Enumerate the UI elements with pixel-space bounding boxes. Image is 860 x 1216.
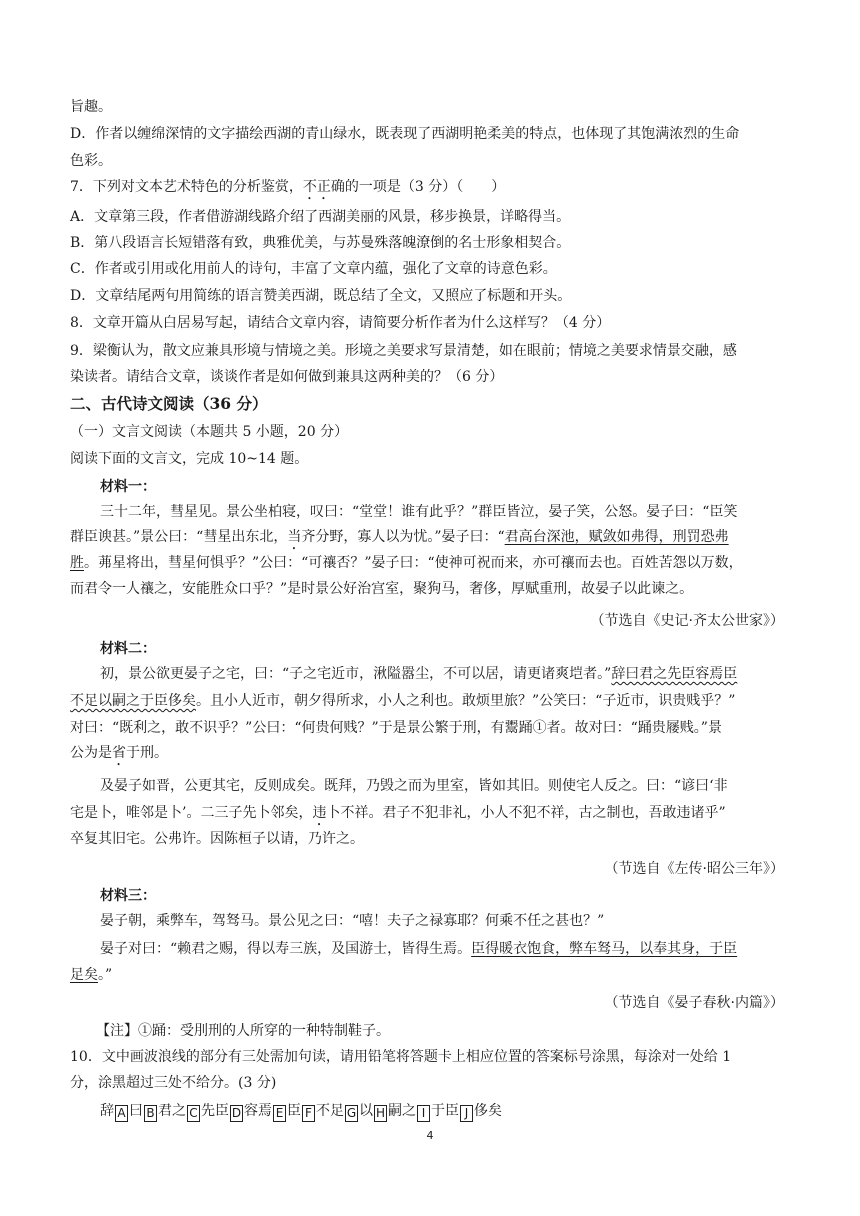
material-3-line-1: 晏子朝，乘弊车，驾驽马。景公见之曰：“嘻！夫子之禄寡耶？何乘不任之甚也？” bbox=[100, 913, 605, 929]
material-2-title: 材料二： bbox=[100, 641, 156, 657]
question-9-line-2: 染读者。请结合文章，谈谈作者是如何做到兼具这两种美的？（6 分） bbox=[70, 369, 504, 385]
reading-instruction: 阅读下面的文言文，完成 10~14 题。 bbox=[70, 451, 309, 467]
answer-option-box[interactable]: H bbox=[375, 1106, 386, 1120]
material-3-line-2: 晏子对曰：“赖君之赐，得以寿三族，及国游士，皆得生焉。臣得暖衣饱食，弊车驽马，以奉其身，于臣 bbox=[100, 941, 738, 957]
material-3-title: 材料三： bbox=[100, 888, 156, 904]
answer-segment-text: 曰 bbox=[129, 1103, 143, 1119]
q7-option-c: C．作者或引用或化用前人的诗句，丰富了文章内蕴，强化了文章的诗意色彩。 bbox=[70, 261, 557, 277]
option-d-tail: 色彩。 bbox=[70, 153, 112, 169]
annotation-note: 【注】①踊：受刖刑的人所穿的一种特制鞋子。 bbox=[96, 1023, 390, 1039]
q7-option-b: B．第八段语言长短错落有致，典雅优美，与苏曼殊落魄潦倒的名士形象相契合。 bbox=[70, 235, 571, 251]
material-2-line-3: 对曰：“既利之，敢不识乎？”公曰：“何贵何贱？”于是景公繁于刑，有鬻踊①者。故对曰：“踊贵屦贱。”景 bbox=[70, 720, 722, 736]
material-2-line-2: 不足以嗣之于臣侈矣。且小人近市，朝夕得所求，小人之利也。敢烦里旅？”公笑曰：“子近市，识贵贱乎？” bbox=[70, 693, 736, 709]
material-2-para-2-line-3: 卒复其旧宅。公弗许。因陈桓子以请，乃许之。 bbox=[70, 831, 364, 847]
subsection-heading: （一）文言文阅读（本题共 5 小题，20 分） bbox=[70, 424, 349, 440]
material-1-line-3: 胜。茀星将出，彗星何惧乎？”公曰：“可禳否？”晏子曰：“使神可祝而来，亦可禳而去也。百姓苦怨以万数， bbox=[70, 555, 743, 571]
option-d: D．作者以缠绵深情的文字描绘西湖的青山绿水，既表现了西湖明艳柔美的特点，也体现了其饱满浓烈的生命 bbox=[70, 126, 740, 142]
material-2-para-2-line-1: 及晏子如晋，公更其宅，反则成矣。既拜，乃毁之而为里室，皆如其旧。则使宅人反之。曰：“谚曰‘非 bbox=[100, 778, 728, 794]
material-3-line-3: 足矣。” bbox=[70, 967, 113, 983]
answer-option-box[interactable]: G bbox=[346, 1106, 357, 1120]
answer-option-box[interactable]: E bbox=[273, 1105, 286, 1122]
answer-option-box[interactable]: C bbox=[187, 1105, 200, 1122]
answer-segment-text: 先臣 bbox=[201, 1103, 229, 1119]
answer-segment-text: 以 bbox=[359, 1103, 373, 1119]
answer-option-box[interactable]: B bbox=[144, 1105, 157, 1122]
answer-option-box[interactable]: D bbox=[231, 1106, 242, 1120]
answer-option-box[interactable]: F bbox=[302, 1105, 315, 1122]
answer-segment-text: 臣 bbox=[287, 1103, 301, 1119]
answer-segment-text: 嗣之 bbox=[388, 1103, 416, 1119]
answer-option-box[interactable]: J bbox=[460, 1105, 473, 1122]
question-7: 7．下列对文本艺术特色的分析鉴赏，不正确的一项是（3 分）（ ） bbox=[70, 179, 506, 195]
page-number: 4 bbox=[426, 1129, 434, 1142]
question-8: 8．文章开篇从白居易写起，请结合文章内容，请简要分析作者为什么这样写？（4 分） bbox=[70, 315, 611, 331]
answer-segment-text: 不足 bbox=[316, 1103, 344, 1119]
answer-segment-text: 于臣 bbox=[431, 1103, 459, 1119]
question-10-line-1: 10．文中画波浪线的部分有三处需加句读，请用铅笔将答题卡上相应位置的答案标号涂黑，每涂对一处给 1 bbox=[70, 1049, 732, 1065]
material-2-line-4: 公为是省于刑。 bbox=[70, 745, 168, 761]
material-3-source: （节选自《晏子春秋·内篇》） bbox=[604, 995, 784, 1011]
material-2-source: （节选自《左传·昭公三年》） bbox=[604, 861, 784, 877]
option-c-tail: 旨趣。 bbox=[70, 99, 112, 115]
material-2-line-1: 初，景公欲更晏子之宅，曰：“子之宅近市，湫隘嚣尘，不可以居，请更诸爽垲者。”辞曰君之先臣容焉臣 bbox=[100, 666, 738, 682]
answer-segment-text: 侈矣 bbox=[474, 1103, 502, 1119]
question-9-line-1: 9．梁衡认为，散文应兼具形境与情境之美。形境之美要求写景清楚，如在眼前；情境之美要求情景交融，感 bbox=[70, 343, 737, 359]
answer-segment-text: 辞 bbox=[100, 1103, 114, 1119]
answer-segment-text: 容焉 bbox=[244, 1103, 272, 1119]
answer-option-row bbox=[100, 1101, 502, 1122]
q7-option-a: A．文章第三段，作者借游湖线路介绍了西湖美丽的风景，移步换景，详略得当。 bbox=[70, 209, 571, 225]
answer-segment-text: 君之 bbox=[158, 1103, 186, 1119]
question-10-line-2: 分，涂黑超过三处不给分。(3 分) bbox=[70, 1075, 277, 1091]
material-1-line-4: 而君令一人禳之，安能胜众口乎？”是时景公好治宫室，聚狗马，奢侈，厚赋重刑，故晏子以此谏之。 bbox=[70, 581, 694, 597]
material-1-line-2: 群臣谀甚。”景公曰：“彗星出东北，当齐分野，寡人以为忧。”晏子曰：“君高台深池，赋敛如弗得，刑罚恐弗 bbox=[70, 529, 729, 545]
material-2-para-2-line-2: 宅是卜，唯邻是卜’。二三子先卜邻矣，违卜不祥。君子不犯非礼，小人不犯不祥，古之制也，吾敢违诸乎” bbox=[70, 805, 726, 821]
material-1-title: 材料一： bbox=[100, 479, 156, 495]
answer-option-box[interactable]: A bbox=[115, 1105, 128, 1122]
material-1-source: （节选自《史记·齐太公世家》） bbox=[590, 613, 784, 629]
material-1-line-1: 三十二年，彗星见。景公坐柏寝，叹曰：“堂堂！谁有此乎？”群臣皆泣，晏子笑，公怒。晏子曰：“臣笑 bbox=[100, 504, 738, 520]
section-heading: 二、古代诗文阅读（36 分） bbox=[70, 394, 268, 413]
q7-option-d: D．文章结尾两句用简练的语言赞美西湖，既总结了全文，又照应了标题和开头。 bbox=[70, 288, 572, 304]
answer-option-box[interactable]: I bbox=[417, 1105, 430, 1122]
